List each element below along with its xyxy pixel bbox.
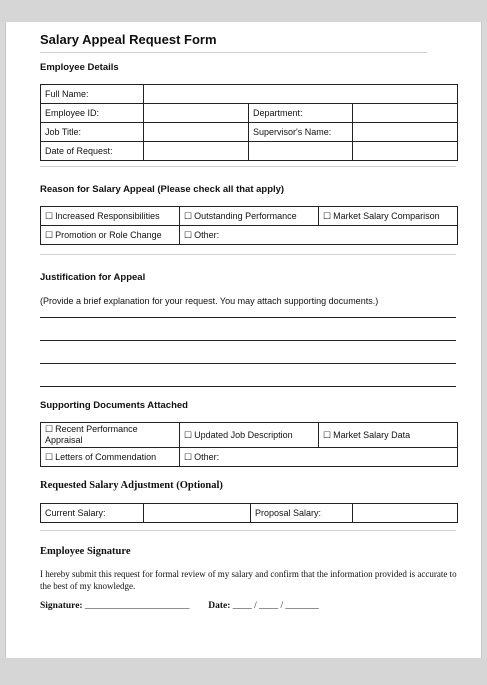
job-title-field[interactable] — [144, 123, 249, 142]
checkbox-documents-other[interactable]: ☐ Other: — [180, 448, 458, 467]
justification-writing-line[interactable] — [40, 340, 456, 341]
current-salary-field[interactable] — [144, 504, 251, 523]
full-name-field[interactable] — [144, 85, 458, 104]
supervisor-field[interactable] — [353, 123, 458, 142]
checkbox-outstanding-performance[interactable]: ☐ Outstanding Performance — [180, 207, 319, 226]
checkbox-icon[interactable]: ☐ — [184, 451, 193, 462]
document-page — [5, 22, 482, 658]
reason-checkbox-table — [40, 206, 458, 245]
checkbox-increased-responsibilities[interactable]: ☐ Increased Responsibilities — [41, 207, 180, 226]
signature-line[interactable]: ______________________ — [84, 601, 190, 611]
supervisor-label: Supervisor's Name: — [249, 123, 353, 142]
employee-id-field[interactable] — [144, 104, 249, 123]
adjustment-heading: Requested Salary Adjustment (Optional) — [40, 480, 223, 491]
checkbox-job-description[interactable]: ☐ Updated Job Description — [180, 423, 319, 448]
checkbox-icon[interactable]: ☐ — [184, 429, 193, 440]
checkbox-icon[interactable]: ☐ — [45, 229, 54, 240]
empty-cell — [249, 142, 353, 161]
checkbox-icon[interactable]: ☐ — [45, 451, 54, 462]
justification-writing-line[interactable] — [40, 363, 456, 364]
checkbox-icon[interactable]: ☐ — [323, 210, 332, 221]
section-divider — [40, 530, 456, 531]
justification-heading: Justification for Appeal — [40, 272, 146, 283]
date-of-request-field[interactable] — [144, 142, 249, 161]
date-of-request-label: Date of Request: — [41, 142, 144, 161]
top-gray-band — [0, 0, 487, 22]
employee-details-table — [40, 84, 458, 161]
adjustment-table — [40, 503, 458, 523]
checkbox-performance-appraisal[interactable]: ☐ Recent Performance Appraisal — [41, 423, 180, 448]
justification-writing-line[interactable] — [40, 386, 456, 387]
section-divider — [40, 166, 456, 167]
department-field[interactable] — [353, 104, 458, 123]
title-divider — [40, 52, 427, 53]
proposal-salary-field[interactable] — [353, 504, 458, 523]
department-label: Department: — [249, 104, 353, 123]
checkbox-market-salary-data[interactable]: ☐ Market Salary Data — [319, 423, 458, 448]
checkbox-icon[interactable]: ☐ — [184, 210, 193, 221]
date-line[interactable]: ____ / ____ / _______ — [232, 601, 319, 611]
checkbox-reason-other[interactable]: ☐ Other: — [180, 226, 458, 245]
proposal-salary-label: Proposal Salary: — [251, 504, 353, 523]
current-salary-label: Current Salary: — [41, 504, 144, 523]
documents-heading: Supporting Documents Attached — [40, 400, 188, 411]
date-label: Date: — [208, 601, 231, 611]
checkbox-icon[interactable]: ☐ — [323, 429, 332, 440]
job-title-label: Job Title: — [41, 123, 144, 142]
justification-writing-line[interactable] — [40, 317, 456, 318]
form-title: Salary Appeal Request Form — [40, 32, 217, 47]
checkbox-promotion-role-change[interactable]: ☐ Promotion or Role Change — [41, 226, 180, 245]
checkbox-market-salary-comparison[interactable]: ☐ Market Salary Comparison — [319, 207, 458, 226]
checkbox-letters-commendation[interactable]: ☐ Letters of Commendation — [41, 448, 180, 467]
signature-statement: I hereby submit this request for formal review of my salary and confirm that the information provided is accurate to the best of my knowledge. — [40, 569, 457, 591]
signature-row — [40, 601, 319, 611]
employee-details-heading: Employee Details — [40, 62, 119, 73]
employee-id-label: Employee ID: — [41, 104, 144, 123]
signature-label: Signature: — [40, 601, 83, 611]
checkbox-icon[interactable]: ☐ — [45, 210, 54, 221]
reason-heading: Reason for Salary Appeal (Please check all that apply) — [40, 184, 285, 195]
checkbox-icon[interactable]: ☐ — [184, 229, 193, 240]
empty-cell — [353, 142, 458, 161]
checkbox-icon[interactable]: ☐ — [45, 424, 54, 434]
justification-instruction: (Provide a brief explanation for your request. You may attach supporting documents.) — [40, 296, 379, 306]
signature-heading: Employee Signature — [40, 546, 131, 557]
section-divider — [40, 254, 456, 255]
bottom-gray-band — [0, 658, 487, 685]
documents-checkbox-table — [40, 422, 458, 467]
full-name-label: Full Name: — [41, 85, 144, 104]
